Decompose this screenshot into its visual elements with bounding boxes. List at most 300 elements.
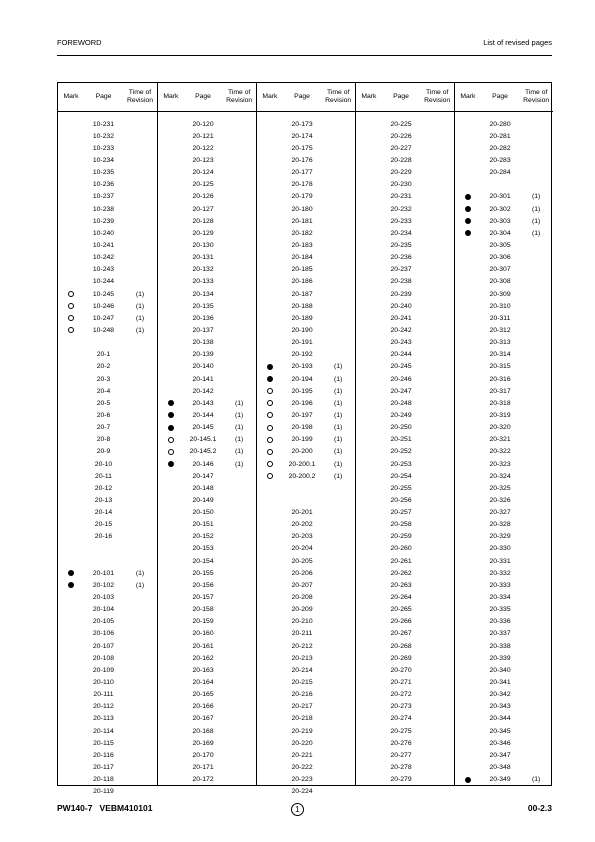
table-row <box>356 725 454 737</box>
table-row <box>158 652 256 664</box>
page-cell: 20-171 <box>192 764 214 772</box>
table-row <box>58 786 157 798</box>
page-cell: 20-262 <box>390 569 412 577</box>
revision-cell: (1) <box>334 448 343 456</box>
table-row <box>58 676 157 688</box>
table-row <box>455 191 553 203</box>
page-cell: 20-107 <box>92 642 115 650</box>
table-row <box>158 142 256 154</box>
page-cell: 20-320 <box>489 424 511 432</box>
page-cell: 10-247 <box>92 314 115 322</box>
table-column-group <box>157 83 256 785</box>
page-cell: 20-329 <box>489 533 511 541</box>
table-row <box>257 591 355 603</box>
revised-pages-table <box>57 82 552 796</box>
page-cell: 20-220 <box>291 739 313 747</box>
page-cell: 20-318 <box>489 399 511 407</box>
mark-cell <box>58 582 84 588</box>
table-row <box>257 640 355 652</box>
table-row <box>257 312 355 324</box>
table-row <box>356 130 454 142</box>
page-cell: 20-120 <box>192 120 214 128</box>
table-row <box>257 774 355 786</box>
table-row <box>257 713 355 725</box>
table-row <box>356 276 454 288</box>
table-row <box>58 737 157 749</box>
table-row <box>356 349 454 361</box>
page-cell: 20-191 <box>291 339 313 347</box>
page-cell: 20-202 <box>291 521 313 529</box>
page-cell: 20-153 <box>192 545 214 553</box>
page-cell: 20-145.1 <box>189 436 217 444</box>
mark-cell <box>158 449 184 455</box>
page-cell: 20-303 <box>489 217 511 225</box>
page-cell: 20-221 <box>291 751 313 759</box>
table-row <box>356 640 454 652</box>
table-row <box>455 664 553 676</box>
page-cell: 20-161 <box>192 642 214 650</box>
table-row <box>257 543 355 555</box>
mark-cell <box>257 437 283 443</box>
page-cell: 20-334 <box>489 594 511 602</box>
table-row <box>58 373 157 385</box>
table-row <box>455 567 553 579</box>
table-row <box>257 373 355 385</box>
page-cell: 20-311 <box>489 314 511 322</box>
table-row <box>455 555 553 567</box>
page-cell: 20-271 <box>390 679 412 687</box>
page-cell: 20-113 <box>93 715 114 723</box>
mark-cell <box>58 315 84 321</box>
table-row <box>455 130 553 142</box>
table-row <box>356 446 454 458</box>
table-row <box>58 628 157 640</box>
page-cell: 20-322 <box>489 448 511 456</box>
table-row <box>58 154 157 166</box>
page-cell: 20-332 <box>489 569 511 577</box>
mark-cell <box>455 206 481 212</box>
page-cell: 20-326 <box>489 496 511 504</box>
revision-cell: (1) <box>135 581 145 589</box>
open-circle-icon <box>267 412 273 418</box>
table-row <box>257 749 355 761</box>
page-cell: 20-129 <box>192 229 214 237</box>
page-cell: 20-141 <box>192 375 214 383</box>
page-cell: 20-244 <box>390 351 412 359</box>
mark-cell <box>58 570 84 576</box>
revision-cell: (1) <box>235 436 244 444</box>
table-row <box>455 337 553 349</box>
table-row <box>455 361 553 373</box>
table-row <box>455 579 553 591</box>
table-row <box>58 312 157 324</box>
table-row <box>158 446 256 458</box>
page-cell: 20-328 <box>489 521 511 529</box>
page-cell: 10-235 <box>92 169 115 177</box>
table-row <box>257 482 355 494</box>
page-cell: 20-254 <box>390 472 412 480</box>
page-cell: 20-341 <box>489 679 511 687</box>
page-cell: 20-213 <box>291 654 313 662</box>
open-circle-icon <box>267 461 273 467</box>
page-cell: 20-123 <box>192 156 214 164</box>
page-cell: 20-128 <box>192 217 214 225</box>
page-cell: 20-317 <box>489 387 511 395</box>
filled-circle-icon <box>465 230 471 236</box>
page-cell: 20-263 <box>390 581 412 589</box>
table-row <box>257 191 355 203</box>
table-row <box>158 422 256 434</box>
revision-cell: (1) <box>334 411 343 419</box>
page-cell: 20-256 <box>390 496 412 504</box>
page-cell: 20-301 <box>489 193 511 201</box>
table-row <box>455 118 553 130</box>
page-cell: 20-268 <box>390 642 412 650</box>
page-cell: 20-132 <box>192 266 214 274</box>
table-header <box>58 83 157 112</box>
header-mark: Mark <box>361 93 377 100</box>
table-row <box>455 640 553 652</box>
page-cell: 20-235 <box>390 241 412 249</box>
table-header <box>158 83 256 112</box>
table-row <box>455 300 553 312</box>
table-row <box>158 543 256 555</box>
table-row <box>455 701 553 713</box>
table-row <box>58 203 157 215</box>
page-cell: 20-211 <box>291 630 313 638</box>
table-row <box>356 555 454 567</box>
table-row <box>356 227 454 239</box>
page-cell: 20-231 <box>390 193 412 201</box>
table-row <box>158 191 256 203</box>
page-cell: 20-179 <box>291 193 313 201</box>
table-row <box>58 215 157 227</box>
table-row <box>356 422 454 434</box>
page-cell: 20-10 <box>94 460 113 468</box>
page-cell: 20-319 <box>489 411 511 419</box>
page-cell: 20-230 <box>390 181 412 189</box>
table-row <box>257 725 355 737</box>
table-row <box>257 761 355 773</box>
mark-cell <box>257 412 283 418</box>
table-row <box>455 458 553 470</box>
page-cell: 20-312 <box>489 326 511 334</box>
page-cell: 20-174 <box>291 132 313 140</box>
table-row <box>58 749 157 761</box>
table-row <box>158 737 256 749</box>
page-cell: 20-102 <box>92 581 115 589</box>
table-row <box>58 409 157 421</box>
mark-cell <box>257 473 283 479</box>
header-section: FOREWORD <box>57 38 102 47</box>
table-row <box>356 179 454 191</box>
revision-cell: (1) <box>235 399 244 407</box>
page-cell: 20-338 <box>489 642 511 650</box>
page-cell: 20-138 <box>192 339 214 347</box>
table-row <box>257 324 355 336</box>
page-cell: 20-234 <box>390 229 412 237</box>
mark-cell <box>455 230 481 236</box>
header-rule <box>57 55 552 56</box>
table-header <box>356 83 454 112</box>
page-cell: 20-276 <box>390 739 412 747</box>
table-row <box>158 349 256 361</box>
page-cell: 20-302 <box>489 205 511 213</box>
table-row <box>257 652 355 664</box>
page-cell: 20-222 <box>291 764 313 772</box>
open-circle-icon <box>267 400 273 406</box>
page-cell: 20-335 <box>489 606 511 614</box>
page-cell: 20-182 <box>291 229 313 237</box>
mark-cell <box>455 194 481 200</box>
page-cell: 20-313 <box>489 339 511 347</box>
page-cell: 20-347 <box>489 751 511 759</box>
page-cell: 20-115 <box>93 739 114 747</box>
page-cell: 20-170 <box>192 751 214 759</box>
table-row <box>257 616 355 628</box>
page-cell: 20-111 <box>93 691 114 699</box>
page-cell: 20-342 <box>489 691 511 699</box>
page-cell: 20-336 <box>489 618 511 626</box>
table-row <box>356 203 454 215</box>
table-row <box>455 264 553 276</box>
page-cell: 20-155 <box>192 569 214 577</box>
page-cell: 20-178 <box>291 181 313 189</box>
table-row <box>158 664 256 676</box>
table-row <box>58 652 157 664</box>
page-cell: 20-137 <box>192 326 214 334</box>
table-row <box>58 227 157 239</box>
table-row <box>257 215 355 227</box>
page-cell: 20-142 <box>192 387 214 395</box>
page-cell: 20-284 <box>489 169 511 177</box>
page-cell: 20-110 <box>93 679 114 687</box>
table-row <box>257 349 355 361</box>
table-row <box>455 179 553 191</box>
table-row <box>158 604 256 616</box>
table-row <box>356 312 454 324</box>
table-row <box>257 288 355 300</box>
page-cell: 20-339 <box>489 654 511 662</box>
table-row <box>455 409 553 421</box>
page-cell: 20-134 <box>192 290 214 298</box>
table-row <box>455 604 553 616</box>
revision-cell: (1) <box>135 326 145 334</box>
page-cell: 20-140 <box>192 363 214 371</box>
table-row <box>257 361 355 373</box>
table-row <box>455 713 553 725</box>
mark-cell <box>257 364 283 370</box>
table-row <box>158 591 256 603</box>
table-row <box>455 203 553 215</box>
page-cell: 20-145 <box>192 424 214 432</box>
table-row <box>257 689 355 701</box>
page-cell: 20-106 <box>92 630 115 638</box>
page-cell: 20-7 <box>96 424 111 432</box>
table-row <box>58 385 157 397</box>
page-cell: 20-315 <box>489 363 511 371</box>
table-row <box>158 507 256 519</box>
page-cell: 20-209 <box>291 606 313 614</box>
filled-circle-icon <box>465 777 471 783</box>
page-cell: 20-344 <box>489 715 511 723</box>
table-header <box>455 83 553 112</box>
page-cell: 20-257 <box>390 509 412 517</box>
table-row <box>356 361 454 373</box>
table-header <box>257 83 355 112</box>
page-cell: 20-252 <box>390 448 412 456</box>
table-row <box>356 531 454 543</box>
page-cell: 20-215 <box>291 679 313 687</box>
table-row <box>58 507 157 519</box>
page-cell: 20-259 <box>390 533 412 541</box>
page-cell: 20-124 <box>192 169 214 177</box>
table-row <box>356 397 454 409</box>
header-page: Page <box>294 93 310 100</box>
page-cell: 20-232 <box>390 205 412 213</box>
open-circle-icon <box>68 327 74 333</box>
page-cell: 20-145.2 <box>189 448 217 456</box>
filled-circle-icon <box>267 376 273 382</box>
table-row <box>158 628 256 640</box>
filled-circle-icon <box>168 400 174 406</box>
table-row <box>455 167 553 179</box>
table-row <box>356 252 454 264</box>
filled-circle-icon <box>68 582 74 588</box>
page-cell: 20-12 <box>94 484 113 492</box>
table-row <box>158 434 256 446</box>
page-cell: 20-228 <box>390 156 412 164</box>
table-row <box>356 628 454 640</box>
page-cell: 20-321 <box>489 436 511 444</box>
page-cell: 20-282 <box>489 144 511 152</box>
table-row <box>356 482 454 494</box>
page-cell: 20-13 <box>94 496 113 504</box>
table-row <box>58 118 157 130</box>
page-cell: 20-199 <box>291 436 313 444</box>
table-row <box>455 761 553 773</box>
page-cell: 20-345 <box>489 727 511 735</box>
page-cell: 20-9 <box>96 448 111 456</box>
table-row <box>58 470 157 482</box>
page-cell: 20-327 <box>489 509 511 517</box>
header-mark: Mark <box>262 93 278 100</box>
page-cell: 20-330 <box>489 545 511 553</box>
page-cell: 20-109 <box>92 666 115 674</box>
table-row <box>58 567 157 579</box>
page-cell: 20-176 <box>291 156 313 164</box>
table-row <box>455 373 553 385</box>
page-cell: 20-218 <box>291 715 313 723</box>
page-cell: 20-14 <box>94 509 113 517</box>
table-row <box>455 142 553 154</box>
page-cell: 10-232 <box>92 132 115 140</box>
table-row <box>257 397 355 409</box>
page-cell: 20-194 <box>291 375 313 383</box>
revision-cell: (1) <box>135 569 145 577</box>
table-row <box>455 252 553 264</box>
table-row <box>356 749 454 761</box>
filled-circle-icon <box>465 194 471 200</box>
table-row <box>356 154 454 166</box>
table-row <box>356 737 454 749</box>
table-row <box>356 567 454 579</box>
table-row <box>257 470 355 482</box>
table-row <box>158 761 256 773</box>
page-cell: 20-2 <box>96 363 111 371</box>
page-cell: 20-337 <box>489 630 511 638</box>
table-row <box>158 239 256 251</box>
page-cell: 20-272 <box>390 691 412 699</box>
table-row <box>455 239 553 251</box>
page-cell: 20-281 <box>489 132 511 140</box>
table-row <box>58 543 157 555</box>
page-cell: 10-243 <box>92 266 115 274</box>
table-row <box>158 409 256 421</box>
revision-cell: (1) <box>334 387 343 395</box>
page-cell: 20-270 <box>390 666 412 674</box>
page-cell: 20-185 <box>291 266 313 274</box>
page-cell: 20-264 <box>390 594 412 602</box>
table-row <box>158 482 256 494</box>
table-row <box>58 604 157 616</box>
open-circle-icon <box>267 425 273 431</box>
table-row <box>257 579 355 591</box>
page-cell: 20-118 <box>93 776 114 784</box>
table-row <box>58 349 157 361</box>
table-row <box>455 227 553 239</box>
table-row <box>356 689 454 701</box>
table-row <box>158 264 256 276</box>
table-row <box>58 252 157 264</box>
table-row <box>356 409 454 421</box>
table-row <box>356 507 454 519</box>
page-cell: 20-190 <box>291 326 313 334</box>
table-row <box>356 118 454 130</box>
table-row <box>58 422 157 434</box>
page-cell: 10-231 <box>92 120 115 128</box>
revision-cell: (1) <box>235 448 244 456</box>
table-row <box>158 713 256 725</box>
table-column-group <box>355 83 454 785</box>
table-row <box>158 676 256 688</box>
page-cell: 20-187 <box>291 290 313 298</box>
table-row <box>455 494 553 506</box>
table-row <box>58 239 157 251</box>
table-row <box>356 774 454 786</box>
page-cell: 20-204 <box>291 545 313 553</box>
table-row <box>158 385 256 397</box>
page-cell: 20-306 <box>489 254 511 262</box>
open-circle-icon <box>267 473 273 479</box>
table-row <box>158 118 256 130</box>
page-cell: 20-250 <box>390 424 412 432</box>
table-row <box>158 774 256 786</box>
page-cell: 20-226 <box>390 132 412 140</box>
header-page: Page <box>393 93 409 100</box>
open-circle-icon <box>168 449 174 455</box>
table-row <box>455 276 553 288</box>
revision-cell: (1) <box>235 424 244 432</box>
table-row <box>158 252 256 264</box>
table-row <box>158 701 256 713</box>
page-cell: 20-166 <box>192 703 214 711</box>
revision-cell: (1) <box>235 411 244 419</box>
revision-cell: (1) <box>532 205 541 213</box>
table-row <box>455 349 553 361</box>
page-cell: 20-242 <box>390 326 412 334</box>
page-cell: 20-11 <box>95 472 112 480</box>
